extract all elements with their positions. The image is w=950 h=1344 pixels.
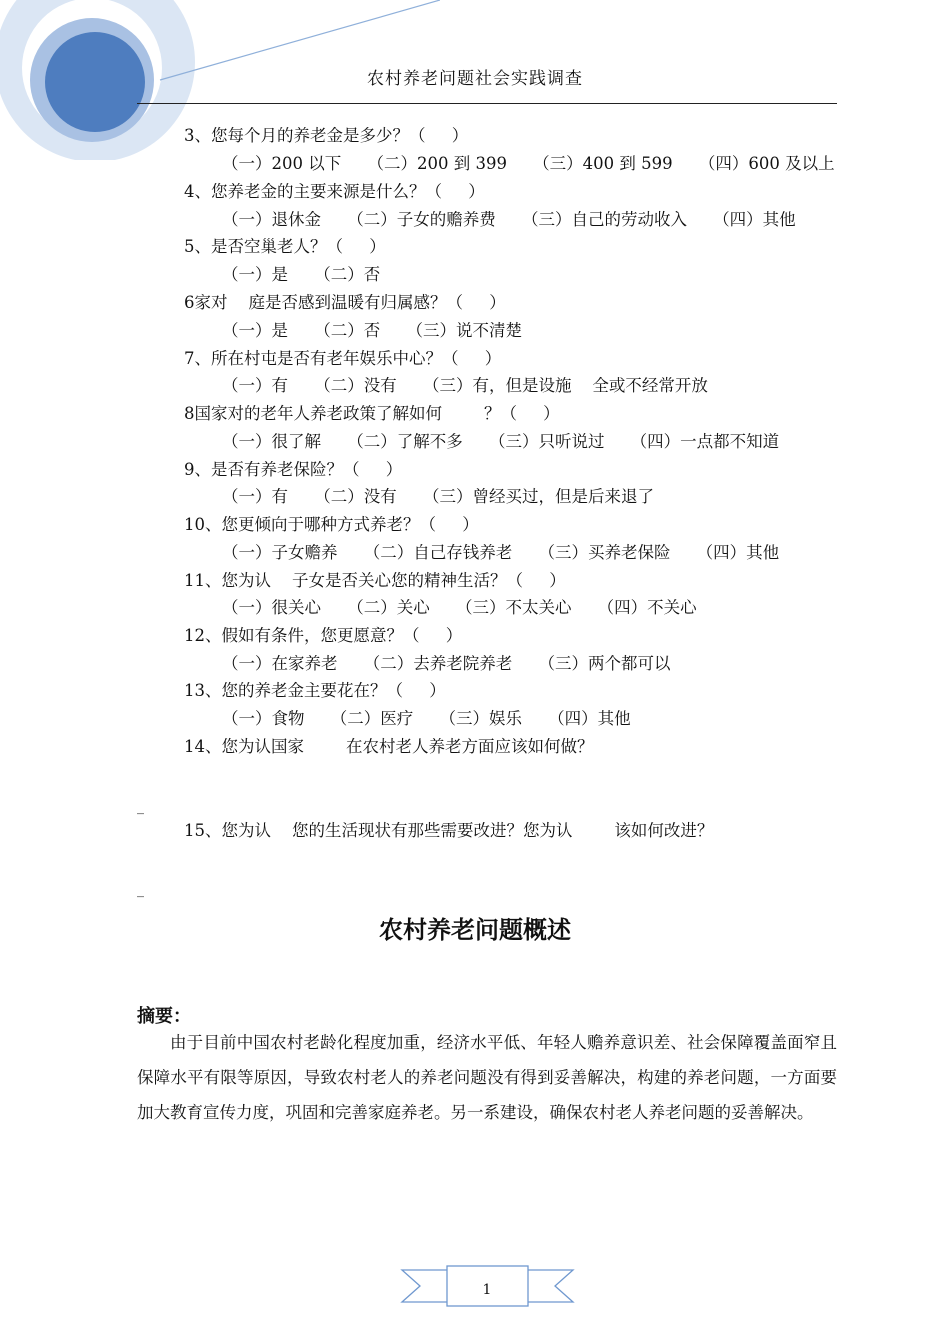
answer-11: （一）很关心 （二）关心 （三）不太关心 （四）不关心: [222, 598, 697, 617]
question-5: 5、是否空巢老人？（ ）: [184, 237, 386, 256]
answer-blank-line: _: [137, 799, 144, 815]
abstract-label: 摘要：: [137, 1006, 191, 1027]
header-rule: [137, 103, 837, 104]
section-title: 农村养老问题概述: [379, 916, 571, 944]
answer-4: （一）退休金 （二）子女的赡养费 （三）自己的劳动收入 （四）其他: [222, 210, 796, 229]
answer-8: （一）很了解 （二）了解不多 （三）只听说过 （四）一点都不知道: [222, 432, 780, 451]
question-11: 11、您为认 子女是否关心您的精神生活？（ ）: [184, 571, 566, 590]
answer-3: （一）200 以下 （二）200 到 399 （三）400 到 599 （四）600 及以上: [222, 154, 835, 173]
question-14: 14、您为认国家 在农村老人养老方面应该如何做？: [184, 737, 594, 756]
question-6: 6家对 庭是否感到温暖有归属感？（ ）: [184, 293, 506, 312]
question-8: 8国家对的老年人养老政策了解如何 ？（ ）: [184, 404, 560, 423]
question-13: 13、您的养老金主要花在？（ ）: [184, 681, 446, 700]
question-10: 10、您更倾向于哪种方式养老？（ ）: [184, 515, 479, 534]
answer-9: （一）有 （二）没有 （三）曾经买过，但是后来退了: [222, 487, 654, 506]
answer-7: （一）有 （二）没有 （三）有，但是设施 全或不经常开放: [222, 376, 708, 395]
answer-6: （一）是 （二）否 （三）说不清楚: [222, 321, 522, 340]
answer-5: （一）是 （二）否: [222, 265, 381, 284]
header-title: 农村养老问题社会实践调查: [367, 69, 583, 89]
answer-blank-line: _: [137, 882, 144, 898]
question-12: 12、假如有条件，您更愿意？（ ）: [184, 626, 463, 645]
answer-13: （一）食物 （二）医疗 （三）娱乐 （四）其他: [222, 709, 631, 728]
question-9: 9、是否有养老保险？（ ）: [184, 460, 403, 479]
question-3: 3、您每个月的养老金是多少？（ ）: [184, 126, 469, 145]
question-4: 4、您养老金的主要来源是什么？（ ）: [184, 182, 485, 201]
abstract-text: 由于目前中国农村老龄化程度加重，经济水平低、年轻人赡养意识差、社会保障覆盖面窄且保障水平有限等原因，导致农村老人的养老问题没有得到妥善解决，构建的养老问题，一方面要加大教育宣传力度，巩固和完善家庭养老。另一系建设，确保农村老人养老问题的妥善解决。: [137, 1033, 837, 1122]
question-7: 7、所在村屯是否有老年娱乐中心？（ ）: [184, 349, 502, 368]
page-number: 1: [482, 1282, 492, 1298]
question-15: 15、您为认 您的生活现状有那些需要改进？您为认 该如何改进？: [184, 821, 714, 840]
answer-12: （一）在家养老 （二）去养老院养老 （三）两个都可以: [222, 654, 671, 673]
answer-10: （一）子女赡养 （二）自己存钱养老 （三）买养老保险 （四）其他: [222, 543, 780, 562]
